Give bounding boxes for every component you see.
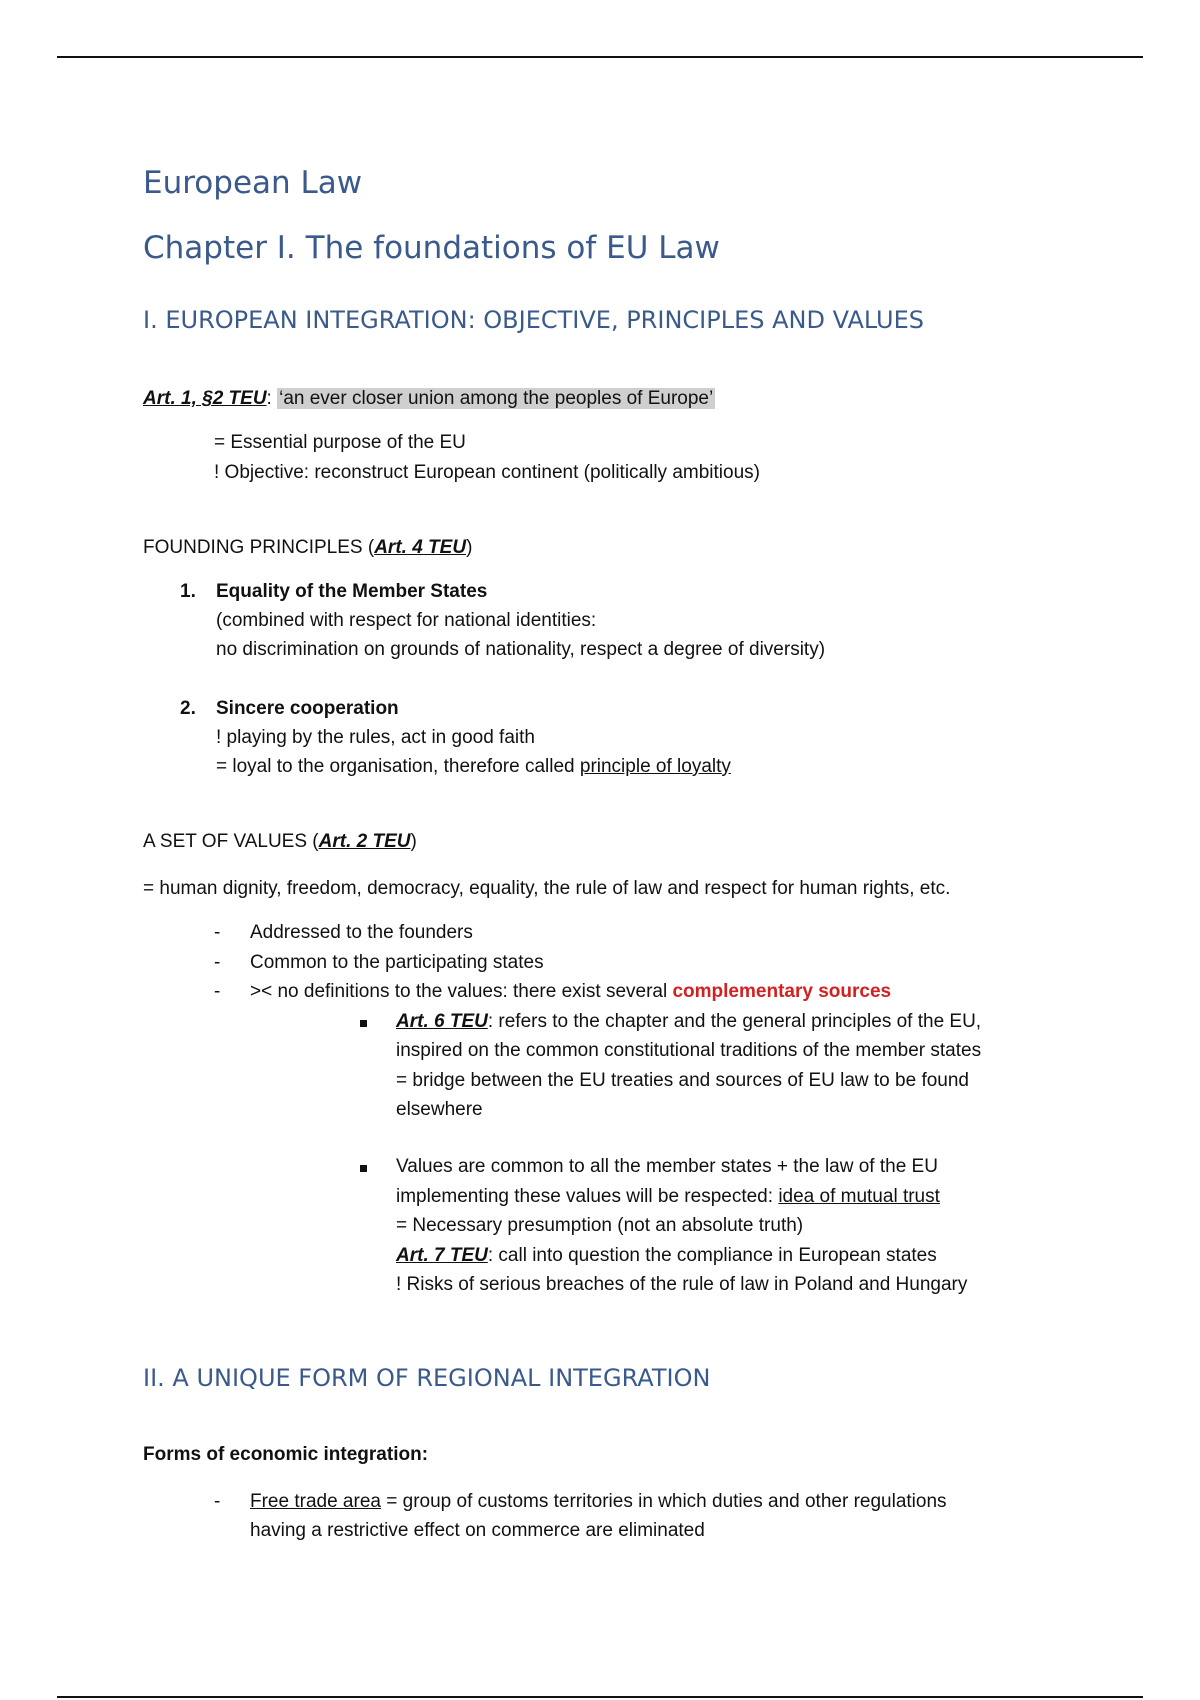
rule-of-law-risk: ! Risks of serious breaches of the rule of law in Poland and Hungary: [396, 1274, 968, 1295]
list-dash: -: [214, 981, 221, 1002]
page-top-rule: [57, 56, 1143, 58]
art1-objective: ! Objective: reconstruct European continent (politically ambitious): [214, 462, 760, 483]
art1-purpose: = Essential purpose of the EU: [214, 432, 466, 453]
mutual-trust-text: implementing these values will be respected:: [396, 1186, 779, 1207]
principle-2-title: Sincere cooperation: [216, 698, 399, 719]
art1-sep: :: [266, 388, 278, 409]
principle-2-number: 2.: [180, 698, 196, 719]
chapter-title: Chapter I. The foundations of EU Law: [143, 230, 720, 266]
economic-integration-label: Forms of economic integration:: [143, 1444, 429, 1465]
mutual-trust-line-3: = Necessary presumption (not an absolute truth): [396, 1215, 804, 1236]
founding-principles-label: [143, 534, 472, 562]
principle-1-number: 1.: [180, 581, 196, 602]
free-trade-area-line-1: [250, 1488, 947, 1516]
principle-2-line-2-text: = loyal to the organisation, therefore called: [216, 756, 580, 777]
art6-text: : refers to the chapter and the general principles of the EU,: [487, 1011, 982, 1032]
section-1-heading: I. EUROPEAN INTEGRATION: OBJECTIVE, PRINCIPLES AND VALUES: [143, 306, 925, 334]
square-bullet-icon: [360, 1020, 367, 1027]
values-label: [143, 828, 417, 856]
art1-quote-highlight: ‘an ever closer union among the peoples of Europe’: [279, 388, 714, 409]
complementary-sources: complementary sources: [672, 981, 892, 1002]
values-label-text: A SET OF VALUES (: [143, 831, 319, 852]
list-dash: -: [214, 922, 221, 943]
idea-of-mutual-trust: idea of mutual trust: [778, 1186, 940, 1207]
free-trade-area-line-2: having a restrictive effect on commerce are eliminated: [250, 1520, 705, 1541]
square-bullet-icon: [360, 1165, 367, 1172]
art4-ref: Art. 4 TEU: [374, 537, 467, 558]
principle-1-line-2: no discrimination on grounds of nationality, respect a degree of diversity): [216, 639, 826, 660]
founding-label-text: FOUNDING PRINCIPLES (: [143, 537, 375, 558]
art7-ref: Art. 7 TEU: [396, 1245, 488, 1266]
list-dash: -: [214, 952, 221, 973]
principle-2-line-2: [216, 753, 731, 781]
section-2-heading: II. A UNIQUE FORM OF REGIONAL INTEGRATION: [143, 1364, 711, 1392]
principle-1-line-1: (combined with respect for national identities:: [216, 610, 597, 631]
principle-2-line-1: ! playing by the rules, act in good faith: [216, 727, 535, 748]
art6-ref: Art. 6 TEU: [396, 1011, 488, 1032]
art6-line-4: elsewhere: [396, 1099, 483, 1120]
page-bottom-rule: [57, 1696, 1143, 1698]
free-trade-area-term: Free trade area: [250, 1491, 381, 1512]
art1-ref: Art. 1, §2 TEU: [143, 388, 267, 409]
founding-close: ): [466, 537, 473, 558]
values-bullet-3-text: >< no definitions to the values: there exist several: [250, 981, 673, 1002]
values-bullet-2: Common to the participating states: [250, 952, 544, 973]
document-title: European Law: [143, 165, 363, 201]
values-definition: = human dignity, freedom, democracy, equality, the rule of law and respect for human rights, etc.: [143, 878, 951, 899]
values-close: ): [410, 831, 417, 852]
art6-line-3: = bridge between the EU treaties and sources of EU law to be found: [396, 1070, 969, 1091]
art1-line: [143, 385, 715, 413]
list-dash: -: [214, 1491, 221, 1512]
art6-line-2: inspired on the common constitutional traditions of the member states: [396, 1040, 982, 1061]
principle-1-title: Equality of the Member States: [216, 581, 488, 602]
art2-ref: Art. 2 TEU: [318, 831, 411, 852]
principle-of-loyalty: principle of loyalty: [579, 756, 731, 777]
art7-text: : call into question the compliance in European states: [487, 1245, 937, 1266]
free-trade-area-definition: = group of customs territories in which duties and other regulations: [380, 1491, 947, 1512]
art7-line: [396, 1242, 937, 1270]
values-bullet-1: Addressed to the founders: [250, 922, 473, 943]
values-bullet-3: [250, 978, 891, 1006]
mutual-trust-line-1: Values are common to all the member states + the law of the EU: [396, 1156, 938, 1177]
mutual-trust-line-2: [396, 1183, 940, 1211]
art6-line: [396, 1008, 981, 1036]
